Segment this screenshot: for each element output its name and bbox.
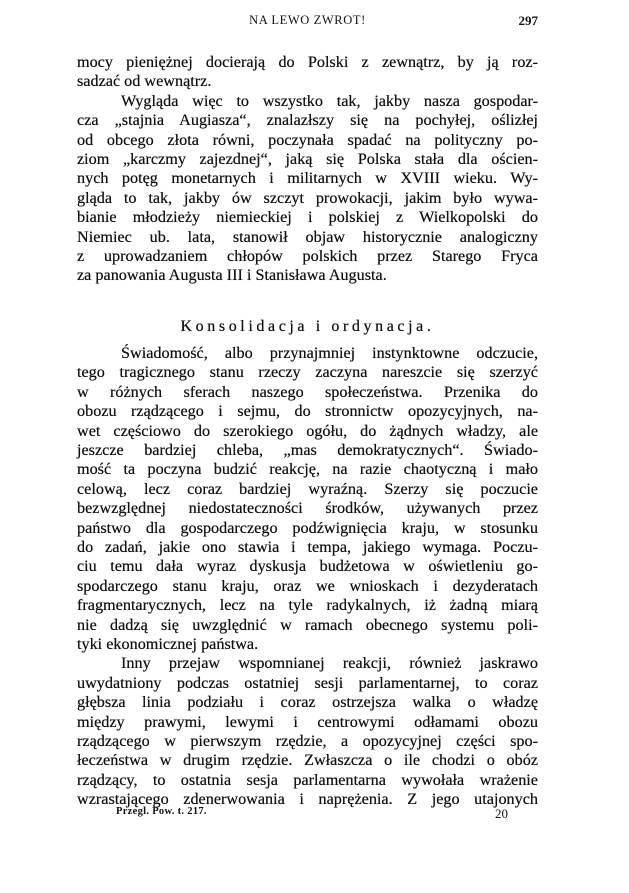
text-line: cza „stajnia Augiasza“, znalazłszy się na pochyłej, oślizłej [77,111,538,130]
page-footer [116,806,508,824]
text-line: rządzącego w pierwszym rzędzie, a opozycyjnej części spo- [77,731,538,750]
text-line: tyki ekonomicznej państwa. [77,634,259,653]
text-line: między prawymi, lewymi i centrowymi odłamami obozu [77,712,538,731]
text-line: nych potęg monetarnych i militarnych w XVIII wieku. Wy- [77,169,538,188]
text-line: Inny przejaw wspomnianej reakcji, również jaskrawo [121,654,538,673]
text-line: nie dadzą się uwzględnić w ramach obecnego systemu poli- [77,615,538,634]
text-line: bezwzględnej niedostateczności środków, używanych przez [77,499,538,518]
text-line: spodarczego stanu kraju, oraz we wnioskach i dezyderatach [77,576,538,595]
text-line: Niemiec ub. lata, stanowił objaw historycznie analogiczny [77,227,538,246]
text-line: bianie młodzieży niemieckiej i polskiej z Wielkopolski do [77,208,538,227]
sheet-number: 20 [495,806,508,821]
text-line: ciu temu dała wyraz dyskusja budżetowa w oświetleniu go- [77,557,538,576]
paragraph [77,654,538,809]
running-head-title: NA LEWO ZWROT! [249,13,366,27]
text-line: do zadań, jakie ono stawia i tempa, jakiego wymaga. Poczu- [77,538,538,556]
text-line: tego tragicznego stanu rzeczy zaczyna nareszcie się szerzyć [77,363,538,382]
text-line: Wygląda więc to wszystko tak, jakby nasza gospodar- [121,91,538,110]
paragraph [77,344,538,654]
text-line: wet częściowo do szerokiego ogółu, do żądnych władzy, ale [77,421,538,440]
text-line: uwydatniony podczas ostatniej sesji parlamentarnej, to coraz [77,673,538,692]
text-line: łeczeństwa w drugim rzędzie. Zwłaszcza o ile chodzi o obóz [77,751,538,770]
text-line: ziom „karczmy zajezdnej“, jaką się Polska stała dla ościen- [77,149,538,168]
text-line: mość ta poczyna budzić reakcję, na razie chaotyczną i mało [77,460,538,479]
section-before-heading [77,53,538,286]
text-line: Świadomość, albo przynajmniej instynktowne odczucie, [121,344,538,363]
page-number: 297 [518,13,538,28]
running-head [77,11,538,31]
text-line: od obcego złota równi, poczynała spadać na polityczny po- [77,130,538,149]
paragraph [77,92,538,286]
printer-signature: Przegl. Pow. t. 217. [116,806,207,817]
text-line: głębsza linia podziału i coraz ostrzejsza walka o władzę [77,693,538,712]
text-line: w różnych sferach naszego społeczeństwa. Przenika do [77,382,538,401]
body-text [77,53,538,809]
text-line: wzrastającego zdenerwowania i naprężenia. Z jego utajonych [77,790,538,809]
text-line: sadzać od wewnątrz. [77,72,212,91]
text-line: rządzący, to ostatnia sesja parlamentarna wywołała wrażenie [77,770,538,789]
text-line: jeszcze bardziej chleba, „mas demokratycznych“. Świado- [77,441,538,460]
text-line: fragmentarycznych, lecz na tyle radykalnych, iż żadną miarą [77,596,538,615]
section-heading: Konsolidacja i ordynacja. [180,317,435,335]
text-line: gląda to tak, jakby ów szczyt prowokacji, jakim było wywa- [77,188,538,207]
text-line: mocy pieniężnej docierają do Polski z zewnątrz, by ją roz- [77,53,538,71]
paragraph [77,53,538,92]
text-line: państwo dla gospodarczego podźwignięcia kraju, w stosunku [77,518,538,537]
section-consolidation [77,344,538,809]
text-line: celową, lecz coraz bardziej wyraźną. Szerzy się poczucie [77,479,538,498]
text-line: z uprowadzaniem chłopów polskich przez Starego Fryca [77,246,538,265]
text-line: obozu rządzącego i sejmu, do stronnictw opozycyjnych, na- [77,402,538,421]
text-line: za panowania Augusta III i Stanisława Augusta. [77,266,387,285]
